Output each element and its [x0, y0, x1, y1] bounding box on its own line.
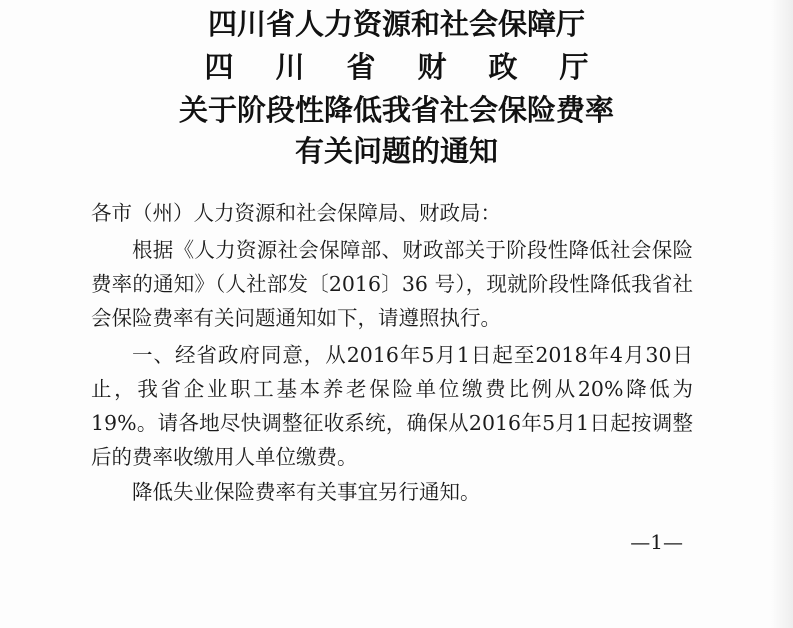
document-title-line-2: 有关问题的通知	[294, 134, 498, 168]
paragraph-3: 降低失业保险费率有关事宜另行通知。	[132, 480, 481, 504]
document-title-line-1: 关于阶段性降低我省社会保险费率	[178, 93, 614, 127]
paragraph-2: 一、经省政府同意，从2016年5月1日起至2018年4月30日止，我省企业职工基本养老保险单位缴费比例从20%降低为19%。请各地尽快调整征收系统，确保从2016年5月1日起按调整后的费率收缴用人单位缴费。	[91, 343, 693, 469]
salutation: 各市（州）人力资源和社会保障局、财政局：	[91, 201, 501, 225]
page-number: —1—	[630, 530, 683, 554]
paragraph-1: 根据《人力资源社会保障部、财政部关于阶段性降低社会保险费率的通知》（人社部发〔2016〕36 号），现就阶段性降低我省社会保险费率有关问题通知如下，请遵照执行。	[91, 238, 693, 330]
issuer-line-2: 四川省财政厅	[204, 50, 631, 84]
issuer-line-1: 四川省人力资源和社会保障厅	[207, 7, 585, 41]
